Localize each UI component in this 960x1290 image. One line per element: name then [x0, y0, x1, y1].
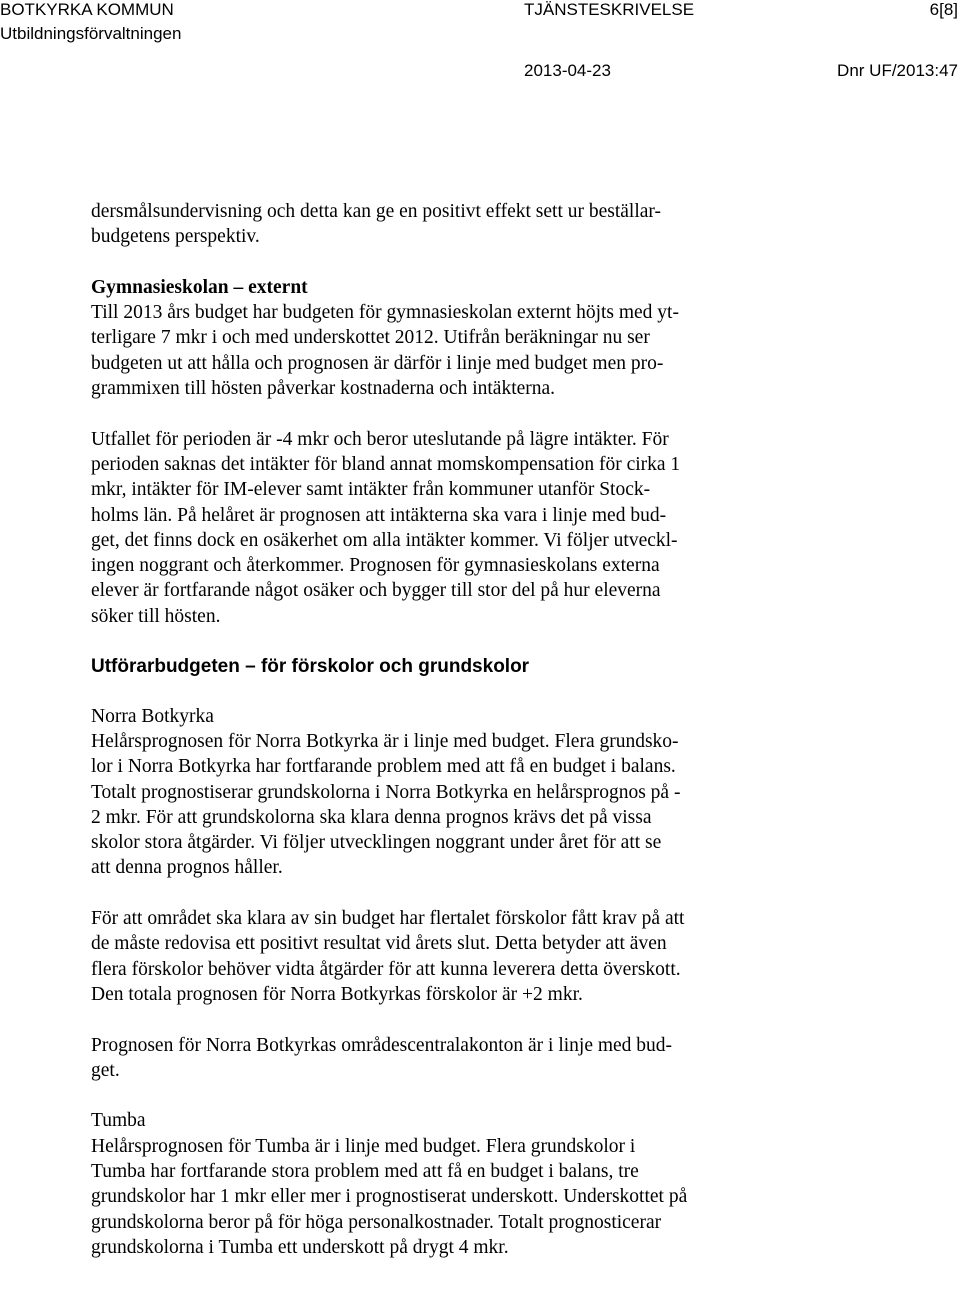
gymnasium-heading: Gymnasieskolan – externt	[91, 276, 308, 298]
text-line: de måste redovisa ett positivt resultat vid årets slut. Detta betyder att även	[91, 933, 667, 955]
text-line: skolor stora åtgärder. Vi följer utvecklingen noggrant under året för att se	[91, 832, 662, 854]
document-date: 2013-04-23	[524, 61, 611, 80]
text-line: För att området ska klara av sin budget har flertalet förskolor fått krav på att	[91, 908, 685, 930]
text-line: Till 2013 års budget har budgeten för gymnasieskolan externt höjts med yt-	[91, 302, 679, 324]
norra-paragraph-1	[91, 704, 821, 881]
text-line: terligare 7 mkr i och med underskottet 2012. Utifrån beräkningar nu ser	[91, 327, 650, 349]
text-line: Helårsprognosen för Tumba är i linje med budget. Flera grundskolor i	[91, 1135, 636, 1157]
text-line: grammixen till hösten påverkar kostnaderna och intäkterna.	[91, 378, 556, 400]
document-body	[91, 199, 821, 1285]
text-line: Prognosen för Norra Botkyrkas områdescentralakonton är i linje med bud-	[91, 1034, 673, 1056]
section-heading: Utförarbudgeten – för förskolor och grundskolor	[91, 656, 530, 678]
text-line: att denna prognos håller.	[91, 857, 283, 879]
norra-paragraph-3	[91, 1033, 821, 1084]
page-number: 6[8]	[929, 0, 958, 19]
department-name: Utbildningsförvaltningen	[0, 24, 182, 43]
text-line: holms län. På helåret är prognosen att intäkterna ska vara i linje med bud-	[91, 504, 667, 526]
text-line: grundskolorna i Tumba ett underskott på drygt 4 mkr.	[91, 1236, 509, 1258]
intro-paragraph	[91, 199, 821, 250]
tumba-heading: Tumba	[91, 1110, 146, 1132]
gymnasium-paragraph-2	[91, 427, 821, 629]
document-type: TJÄNSTESKRIVELSE	[524, 0, 695, 19]
text-line: get, det finns dock en osäkerhet om alla intäkter kommer. Vi följer utveckl-	[91, 529, 678, 551]
tumba-paragraph-1	[91, 1108, 821, 1260]
text-line: budgetens perspektiv.	[91, 226, 260, 248]
text-line: 2 mkr. För att grundskolorna ska klara denna prognos krävs det på vissa	[91, 806, 652, 828]
text-line: dersmålsundervisning och detta kan ge en positivt effekt sett ur beställar-	[91, 201, 662, 222]
diary-number: Dnr UF/2013:47	[837, 61, 958, 80]
org-name: BOTKYRKA KOMMUN	[0, 0, 174, 19]
text-line: budgeten ut att hålla och prognosen är därför i linje med budget men pro-	[91, 352, 664, 374]
text-line: perioden saknas det intäkter för bland annat momskompensation för cirka 1	[91, 453, 681, 475]
text-line: elever är fortfarande något osäker och bygger till stor del på hur eleverna	[91, 580, 661, 602]
norra-heading: Norra Botkyrka	[91, 705, 214, 727]
text-line: grundskolorna beror på för höga personalkostnader. Totalt prognosticerar	[91, 1211, 662, 1233]
text-line: ingen noggrant och återkommer. Prognosen för gymnasieskolans externa	[91, 555, 660, 577]
text-line: Helårsprognosen för Norra Botkyrka är i linje med budget. Flera grundsko-	[91, 730, 679, 752]
text-line: get.	[91, 1059, 120, 1081]
text-line: Tumba har fortfarande stora problem med att få en budget i balans, tre	[91, 1160, 639, 1182]
norra-paragraph-2	[91, 906, 821, 1007]
text-line: Utfallet för perioden är -4 mkr och beror uteslutande på lägre intäkter. För	[91, 428, 669, 450]
text-line: söker till hösten.	[91, 605, 221, 627]
text-line: mkr, intäkter för IM-elever samt intäkter från kommuner utanför Stock-	[91, 479, 651, 501]
text-line: Totalt prognostiserar grundskolorna i Norra Botkyrka en helårsprognos på -	[91, 781, 681, 803]
gymnasium-paragraph-1	[91, 275, 821, 401]
text-line: grundskolor har 1 mkr eller mer i prognostiserat underskott. Underskottet på	[91, 1186, 688, 1208]
text-line: flera förskolor behöver vidta åtgärder för att kunna leverera detta överskott.	[91, 958, 681, 980]
text-line: Den totala prognosen för Norra Botkyrkas förskolor är +2 mkr.	[91, 983, 583, 1005]
text-line: lor i Norra Botkyrka har fortfarande problem med att få en budget i balans.	[91, 756, 676, 778]
